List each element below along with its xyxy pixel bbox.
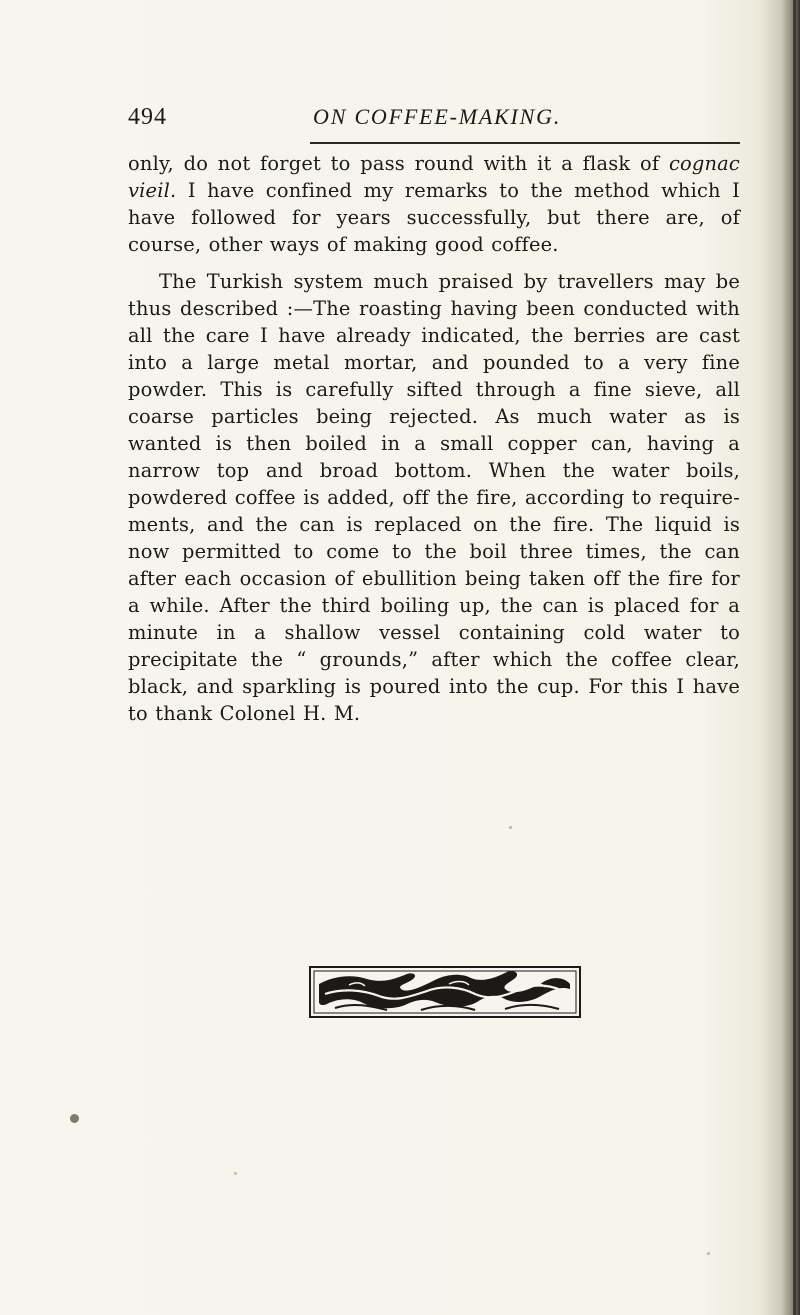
paragraph-1 bbox=[128, 150, 740, 258]
page-header bbox=[128, 104, 738, 134]
ink-speck bbox=[707, 1252, 710, 1255]
page-edge-line bbox=[793, 0, 796, 1315]
tailpiece-ornament-icon bbox=[309, 966, 581, 1018]
paragraph-2: The Turkish system much praised by travellers may be thus described :—The roasting having been conducted with all the care I have already indicated, the berries are cast into a large metal mortar, and pounded to a very fine powder. This is carefully sifted through a fine sieve, all coarse particles being rejected. As much water as is wanted is then boiled in a small copper can, having a narrow top and broad bottom. When the water boils, powdered coffee is added, off the fire, according to require-ments, and the can is replaced on the fire. The liquid is now permitted to come to the boil three times, the can after each occasion of ebullition being taken off the fire for a while. After the third boiling up, the can is placed for a minute in a shallow vessel containing cold water to precipitate the “ grounds,” after which the coffee clear, black, and sparkling is poured into the cup. For this I have to thank Colonel H. M. bbox=[128, 270, 740, 725]
paragraph-1-italic-phrase: cognac vieil. bbox=[128, 152, 740, 202]
paragraph-1-text-start: only, do not forget to pass round with it a flask of bbox=[128, 152, 669, 175]
paragraph-1-text-end: I have confined my remarks to the method which I have followed for years successfully, but there are, of course, other ways of making good coffee. bbox=[128, 179, 740, 256]
ink-speck bbox=[70, 1114, 79, 1123]
page-number: 494 bbox=[128, 104, 167, 130]
ink-speck bbox=[234, 1172, 237, 1175]
body-text bbox=[128, 150, 740, 727]
header-rule bbox=[310, 142, 740, 144]
ink-speck bbox=[509, 826, 512, 829]
running-head: ON COFFEE-MAKING. bbox=[313, 104, 562, 129]
